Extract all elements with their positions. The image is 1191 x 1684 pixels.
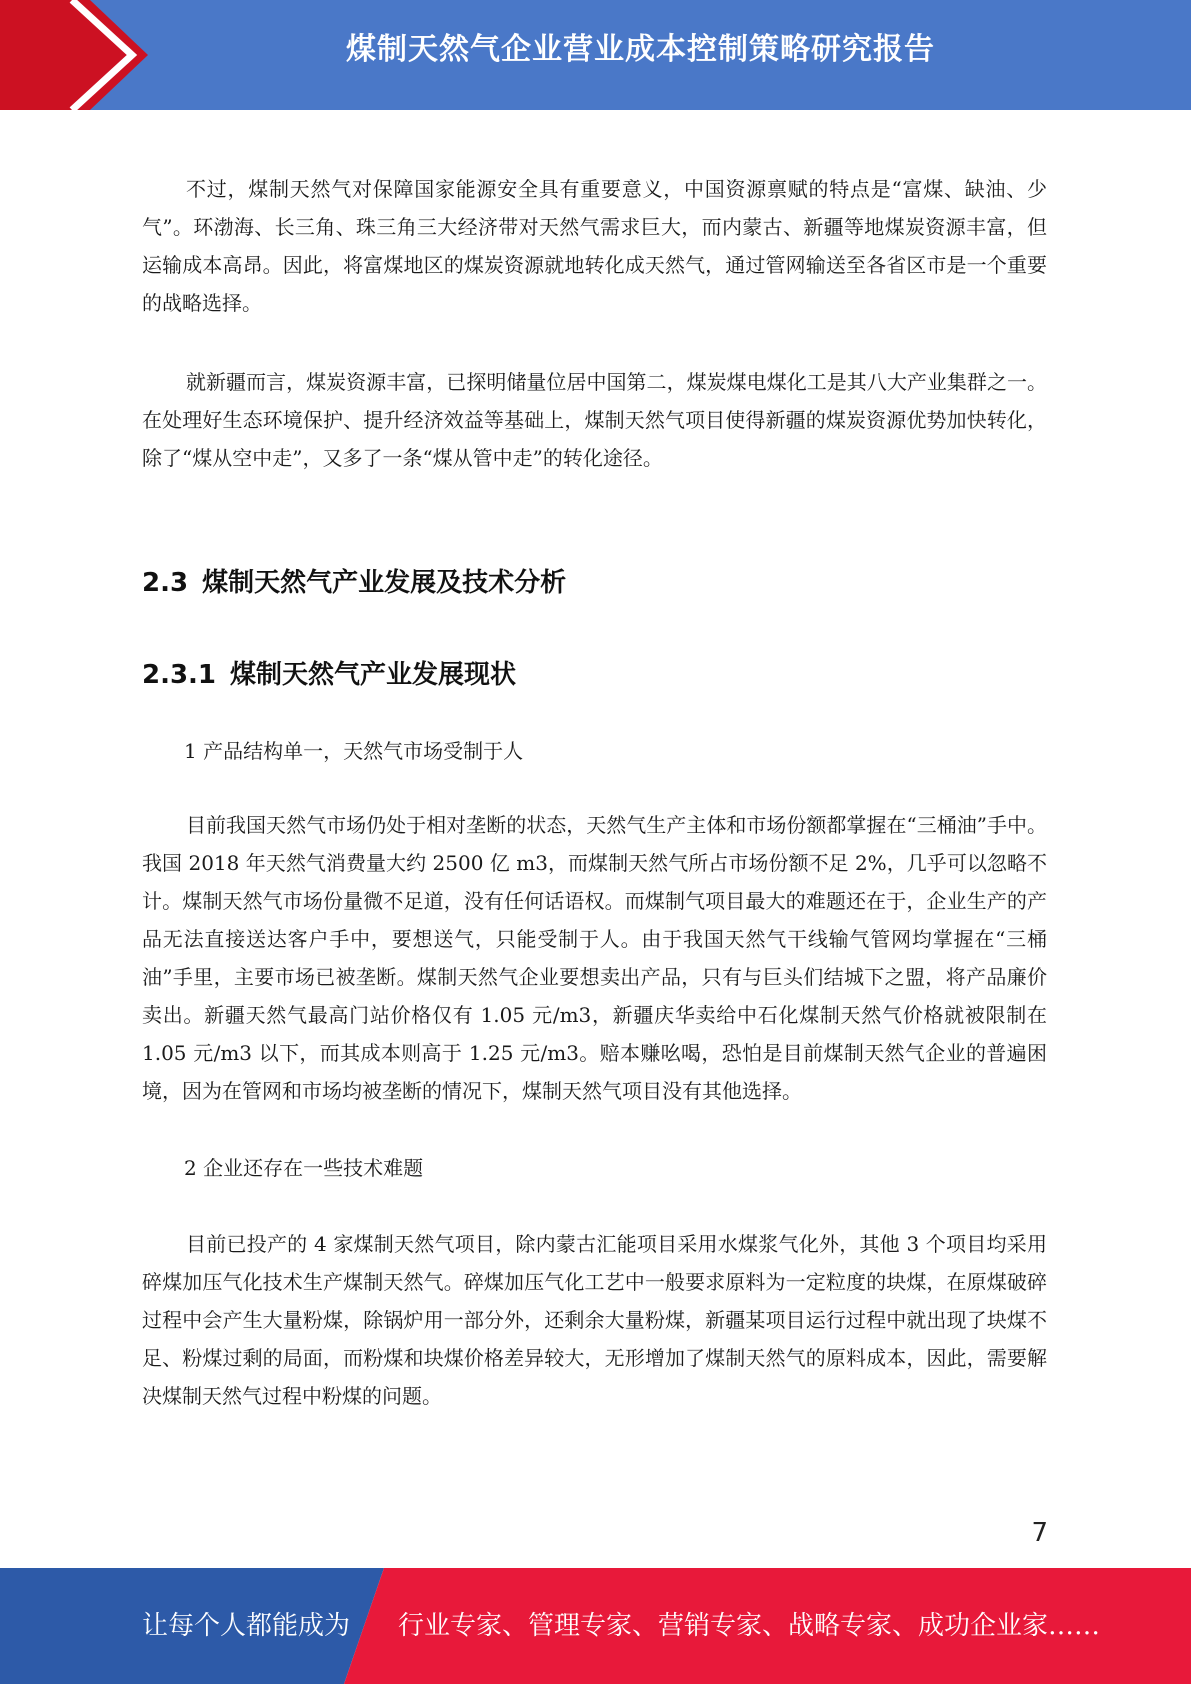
paragraph: 不过，煤制天然气对保障国家能源安全具有重要意义，中国资源禀赋的特点是“富煤、缺油、少气”。环渤海、长三角、珠三角三大经济带对天然气需求巨大，而内蒙古、新疆等地煤炭资源丰富，但运输成本高昂。因此，将富煤地区的煤炭资源就地转化成天然气，通过管网输送至各省区市是一个重要的战略选择。 — [142, 177, 1047, 315]
page-header — [0, 0, 1191, 110]
header-arrow-graphic — [0, 0, 160, 110]
paragraph: 目前我国天然气市场仍处于相对垄断的状态，天然气生产主体和市场份额都掌握在“三桶油”手中。我国 2018 年天然气消费量大约 2500 亿 m3，而煤制天然气所占市场份额不足 2%，几乎可以忽略不计。煤制天然气市场份量微不足道，没有任何话语权。而煤制气项目最大的难题还在于，企业生产的产品无法直接送达客户手中，要想送气，只能受制于人。由于我国天然气干线输气管网均掌握在“三桶油”手里，主要市场已被垄断。煤制天然气企业要想卖出产品，只有与巨头们结城下之盟，将产品廉价卖出。新疆天然气最高门站价格仅有 1.05 元/m3，新疆庆华卖给中石化煤制天然气价格就被限制在 1.05 元/m3 以下，而其成本则高于 1.25 元/m3。赔本赚吆喝，恐怕是目前煤制天然气企业的普遍困境，因为在管网和市场均被垄断的情况下，煤制天然气项目没有其他选择。 — [142, 813, 1047, 1103]
paragraph: 就新疆而言，煤炭资源丰富，已探明储量位居中国第二，煤炭煤电煤化工是其八大产业集群之一。在处理好生态环境保护、提升经济效益等基础上，煤制天然气项目使得新疆的煤炭资源优势加快转化，除了“煤从空中走”，又多了一条“煤从管中走”的转化途径。 — [142, 370, 1047, 470]
page-number: 7 — [1031, 1518, 1048, 1548]
subsection-number: 2.3.1 — [142, 660, 217, 690]
report-title: 煤制天然气企业营业成本控制策略研究报告 — [346, 32, 935, 67]
page-footer — [0, 1568, 1191, 1684]
section-title: 煤制天然气产业发展及技术分析 — [202, 568, 567, 598]
footer-slogan-right: 行业专家、管理专家、营销专家、战略专家、成功企业家…… — [398, 1611, 1101, 1641]
point-heading: 2 企业还存在一些技术难题 — [184, 1156, 424, 1180]
section-heading — [142, 562, 566, 599]
footer-slogan-left: 让每个人都能成为 — [142, 1611, 351, 1641]
subsection-heading — [142, 654, 516, 691]
paragraph: 目前已投产的 4 家煤制天然气项目，除内蒙古汇能项目采用水煤浆气化外，其他 3 个项目均采用碎煤加压气化技术生产煤制天然气。碎煤加压气化工艺中一般要求原料为一定粒度的块煤，在原煤破碎过程中会产生大量粉煤，除锅炉用一部分外，还剩余大量粉煤，新疆某项目运行过程中就出现了块煤不足、粉煤过剩的局面，而粉煤和块煤价格差异较大，无形增加了煤制天然气的原料成本，因此，需要解决煤制天然气过程中粉煤的问题。 — [142, 1232, 1047, 1408]
section-number: 2.3 — [142, 568, 189, 598]
subsection-title: 煤制天然气产业发展现状 — [230, 660, 517, 690]
point-heading: 1 产品结构单一，天然气市场受制于人 — [184, 739, 524, 763]
